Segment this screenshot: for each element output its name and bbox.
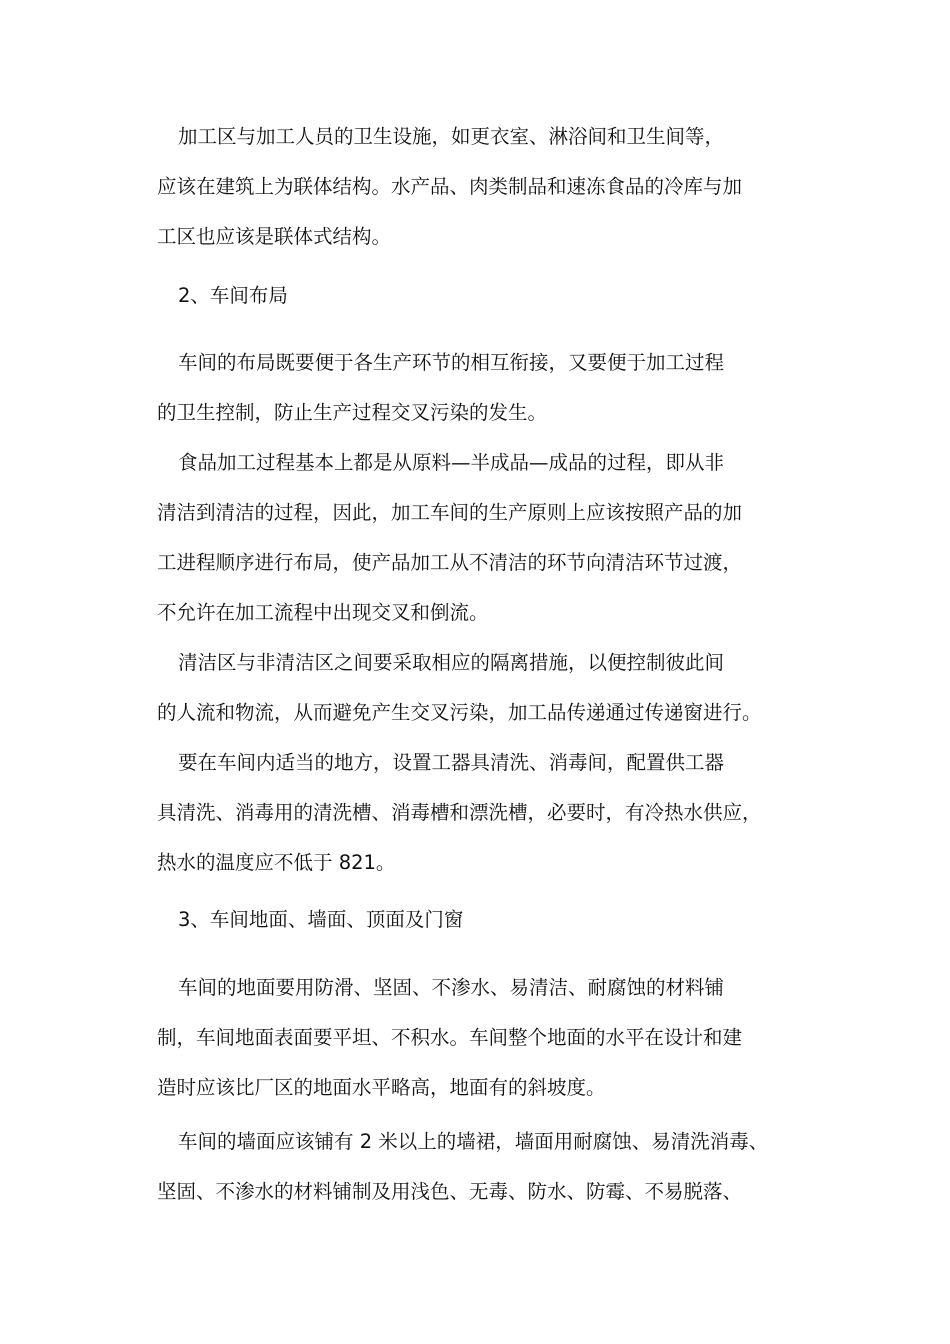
paragraph-line: 的人流和物流，从而避免产生交叉污染，加工品传递通过传递窗进行。	[157, 701, 762, 724]
paragraph-line: 制，车间地面表面要平坦、不积水。车间整个地面的水平在设计和建	[157, 1026, 743, 1049]
paragraph-line: 车间的墙面应该铺有 2 米以上的墙裙，墙面用耐腐蚀、易清洗消毒、	[178, 1130, 769, 1153]
paragraph-line: 车间的布局既要便于各生产环节的相互衔接，又要便于加工过程	[178, 351, 725, 374]
paragraph-line: 清洁区与非清洁区之间要采取相应的隔离措施，以便控制彼此间	[178, 651, 725, 674]
paragraph-line: 的卫生控制，防止生产过程交叉污染的发生。	[157, 401, 548, 424]
section-heading: 3、车间地面、墙面、顶面及门窗	[178, 908, 464, 931]
paragraph-line: 热水的温度应不低于 821。	[157, 851, 396, 874]
paragraph-line: 工进程顺序进行布局，使产品加工从不清洁的环节向清洁环节过渡，	[157, 551, 743, 574]
paragraph-line: 具清洗、消毒用的清洗槽、消毒槽和漂洗槽，必要时，有冷热水供应，	[157, 801, 762, 824]
paragraph-line: 加工区与加工人员的卫生设施，如更衣室、淋浴间和卫生间等，	[178, 125, 725, 148]
paragraph-line: 不允许在加工流程中出现交叉和倒流。	[157, 601, 489, 624]
section-heading: 2、车间布局	[178, 284, 288, 307]
paragraph-line: 造时应该比厂区的地面水平略高，地面有的斜坡度。	[157, 1076, 606, 1099]
paragraph-line: 坚固、不渗水的材料铺制及用浅色、无毒、防水、防霉、不易脱落、	[157, 1180, 743, 1203]
paragraph-line: 要在车间内适当的地方，设置工器具清洗、消毒间，配置供工器	[178, 751, 725, 774]
paragraph-line: 应该在建筑上为联体结构。水产品、肉类制品和速冻食品的冷库与加	[157, 175, 743, 198]
paragraph-line: 清洁到清洁的过程，因此，加工车间的生产原则上应该按照产品的加	[157, 501, 743, 524]
paragraph-line: 工区也应该是联体式结构。	[157, 225, 392, 248]
paragraph-line: 食品加工过程基本上都是从原料—半成品—成品的过程，即从非	[178, 451, 725, 474]
paragraph-line: 车间的地面要用防滑、坚固、不渗水、易清洁、耐腐蚀的材料铺	[178, 976, 725, 999]
